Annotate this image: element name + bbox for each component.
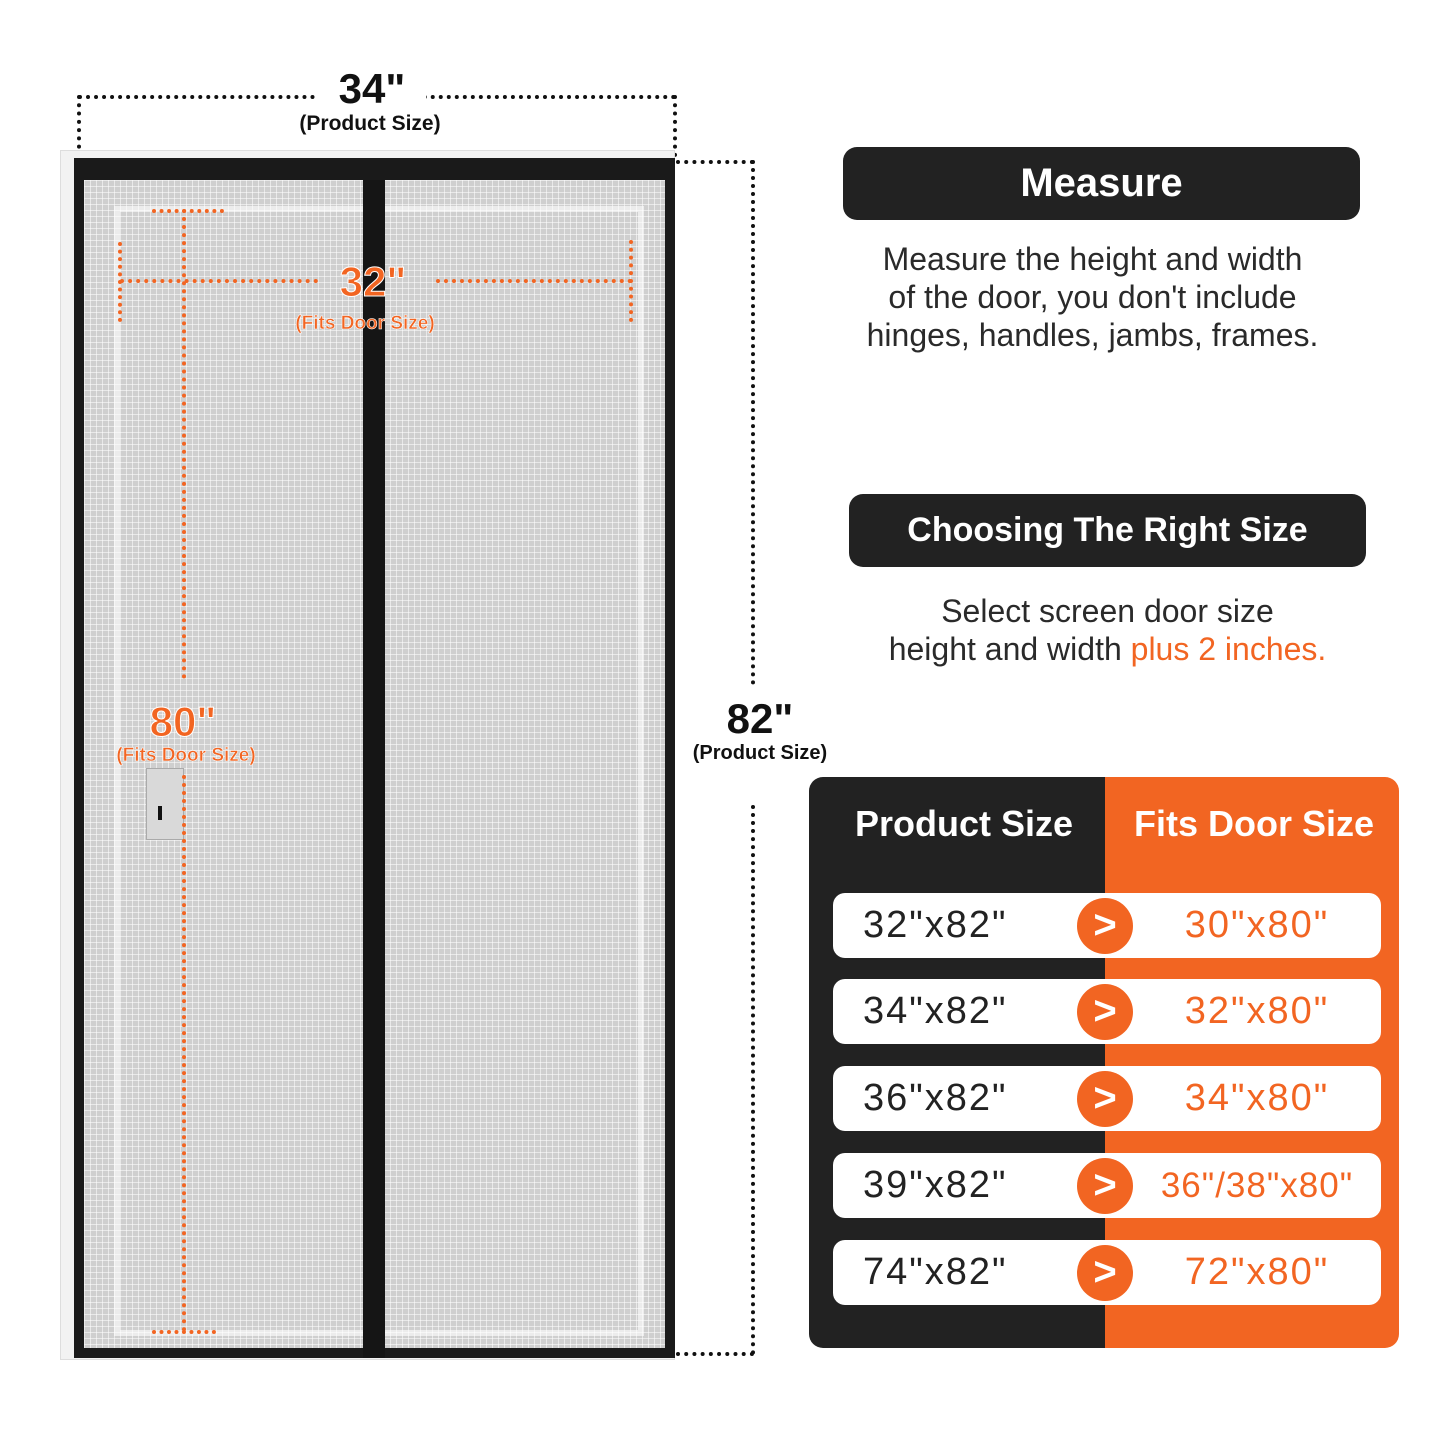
- size-row-product: 34"x82": [863, 990, 1008, 1032]
- size-row-fits: 30"x80": [1184, 904, 1330, 946]
- height-dotted-line-bottom: [751, 805, 755, 1355]
- measure-description: [820, 240, 1365, 354]
- size-row: [833, 1066, 1381, 1131]
- door-handle-icon: [146, 768, 184, 840]
- door-height-caption: (Fits Door Size): [116, 745, 256, 766]
- width-left-tick: [77, 95, 81, 157]
- measure-line-1: Measure the height and width: [882, 241, 1303, 277]
- width-right-tick: [673, 95, 677, 157]
- door-height-tick-top: [152, 209, 224, 213]
- door-width-value: 32": [339, 258, 407, 305]
- arrow-right-icon: >: [1077, 984, 1133, 1040]
- size-row: [833, 1240, 1381, 1305]
- height-bottom-tick: [676, 1352, 754, 1356]
- arrow-right-icon: >: [1077, 1245, 1133, 1301]
- choose-line-1: Select screen door size: [941, 593, 1274, 629]
- measure-heading: Measure: [843, 147, 1360, 220]
- magnetic-seam: [363, 180, 385, 1358]
- door-height-line-bottom: [182, 775, 186, 1332]
- size-row-fits: 32"x80": [1184, 990, 1330, 1032]
- door-height-value: 80": [149, 698, 217, 745]
- product-width-caption: (Product Size): [299, 112, 441, 135]
- size-row: [833, 979, 1381, 1044]
- door-lock-icon: [158, 806, 162, 820]
- door-top-bar: [84, 168, 665, 180]
- size-row-fits: 72"x80": [1184, 1251, 1330, 1293]
- door-width-caption: (Fits Door Size): [295, 313, 435, 334]
- arrow-right-icon: >: [1077, 1071, 1133, 1127]
- size-chart-header-fits: Fits Door Size: [1133, 803, 1375, 844]
- product-height-value: 82": [726, 695, 794, 742]
- height-dotted-line-top: [751, 160, 755, 685]
- size-row-product: 36"x82": [863, 1077, 1008, 1119]
- choose-size-heading: Choosing The Right Size: [849, 494, 1366, 567]
- size-chart-header-product: Product Size: [854, 803, 1074, 844]
- height-top-tick: [676, 160, 754, 164]
- arrow-right-icon: >: [1077, 898, 1133, 954]
- door-height-line-top: [182, 209, 186, 679]
- door-width-tick-left: [118, 242, 122, 322]
- door-width-line-right: [436, 279, 632, 283]
- measure-line-3: hinges, handles, jambs, frames.: [866, 317, 1319, 353]
- size-row-product: 32"x82": [863, 904, 1008, 946]
- size-row: [833, 1153, 1381, 1218]
- door-width-tick-right: [629, 240, 633, 322]
- size-row-fits: 34"x80": [1184, 1077, 1330, 1119]
- size-row: [833, 893, 1381, 958]
- size-row-product: 74"x82": [863, 1251, 1008, 1293]
- door-width-line-left: [120, 279, 318, 283]
- product-height-caption: (Product Size): [692, 742, 828, 764]
- choose-line-2-text: height and width: [888, 631, 1131, 667]
- size-row-fits: 36"/38"x80": [1160, 1166, 1354, 1205]
- arrow-right-icon: >: [1077, 1158, 1133, 1214]
- size-row-product: 39"x82": [863, 1164, 1008, 1206]
- measure-line-2: of the door, you don't include: [888, 279, 1297, 315]
- choose-line-2: [820, 630, 1395, 668]
- size-chart: [809, 777, 1399, 1348]
- choose-size-description: [820, 592, 1395, 668]
- product-width-value: 34": [318, 64, 426, 114]
- choose-highlight: plus 2 inches.: [1130, 631, 1327, 667]
